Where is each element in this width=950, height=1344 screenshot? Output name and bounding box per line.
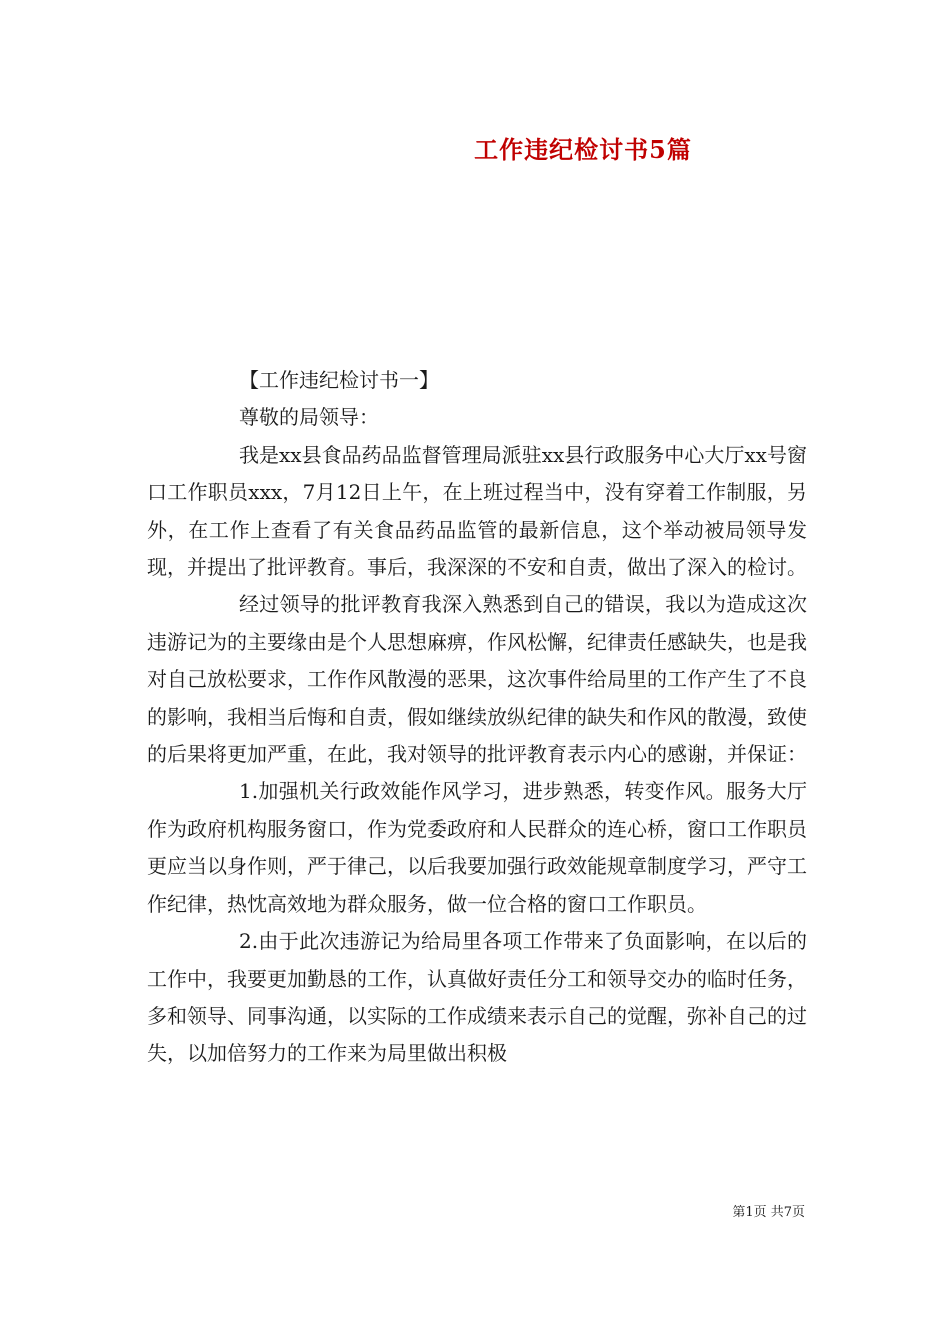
paragraph-reflection: 经过领导的批评教育我深入熟悉到自己的错误，我以为造成这次违游记为的主要缘由是个人思想麻痹，作风松懈，纪律责任感缺失，也是我对自己放松要求，工作作风散漫的恶果，这次事件给局里的工作产生了不良的影响，我相当后悔和自责，假如继续放纵纪律的缺失和作风的散漫，致使的后果将更加严重，在此，我对领导的批评教育表示内心的感谢，并保证：: [147, 592, 807, 767]
document-body: [147, 362, 807, 1073]
salutation: 尊敬的局领导：: [239, 405, 379, 430]
document-title: 工作违纪检讨书5篇: [474, 135, 692, 164]
paragraph-pledge-1: 1.加强机关行政效能作风学习，进步熟悉，转变作风。服务大厅作为政府机构服务窗口，作为党委政府和人民群众的连心桥，窗口工作职员更应当以身作则，严于律己，以后我要加强行政效能规章制度学习，严守工作纪律，热忱高效地为群众服务，做一位合格的窗口工作职员。: [147, 779, 807, 916]
section-heading: 【工作违纪检讨书一】: [239, 368, 439, 392]
paragraph-pledge-2: 2.由于此次违游记为给局里各项工作带来了负面影响，在以后的工作中，我要更加勤恳的工作，认真做好责任分工和领导交办的临时任务，多和领导、同事沟通，以实际的工作成绩来表示自己的觉醒，弥补自己的过失，以加倍努力的工作来为局里做出积极: [147, 929, 807, 1066]
paragraph-intro: 我是xx县食品药品监督管理局派驻xx县行政服务中心大厅xx号窗口工作职员xxx，7月12日上午，在上班过程当中，没有穿着工作制服，另外，在工作上查看了有关食品药品监管的最新信息，这个举动被局领导发现，并提出了批评教育。事后，我深深的不安和自责，做出了深入的检讨。: [147, 442, 807, 580]
page-number: 第1页 共7页: [732, 1205, 805, 1220]
